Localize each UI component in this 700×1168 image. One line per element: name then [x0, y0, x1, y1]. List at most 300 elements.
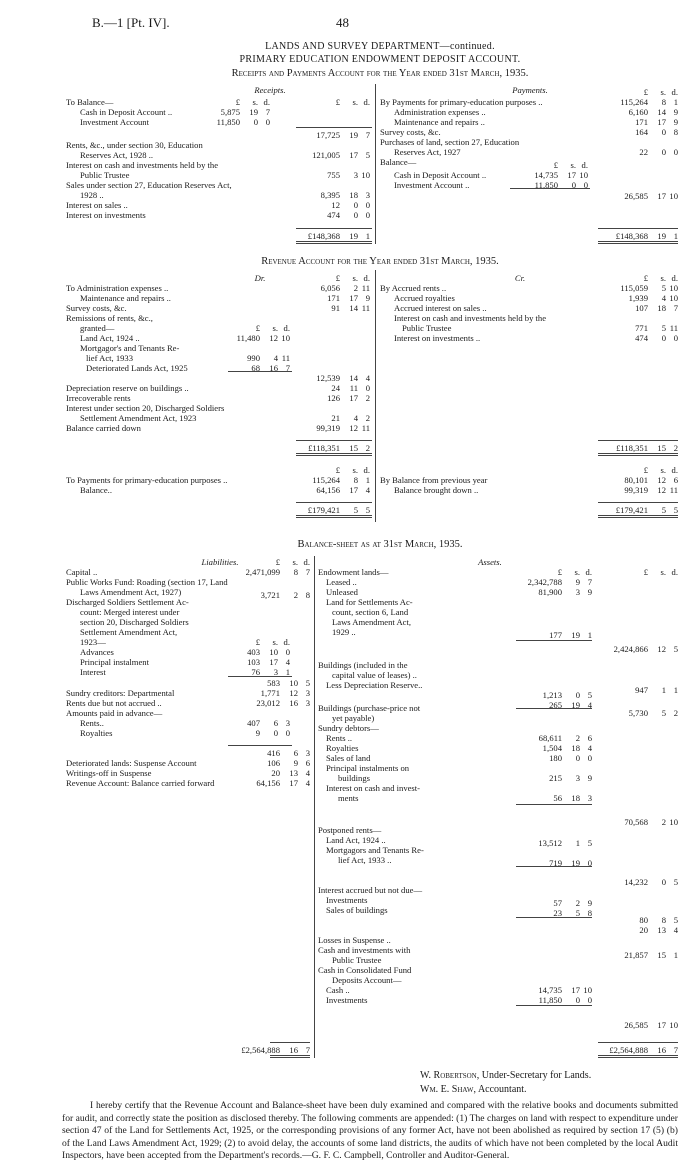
ledger-label: Rents.. — [80, 718, 104, 728]
payments-heading: Payments. — [512, 85, 548, 95]
left-amt-amount-pounds: £148,368 — [307, 231, 340, 241]
ledger-label: Interest on sales .. — [66, 200, 128, 210]
right-amt-amount-shillings: 18 — [657, 303, 666, 313]
left-amt-amount-shillings: 17 — [349, 393, 358, 403]
rule — [296, 440, 372, 441]
ledger-label: Sundry debtors— — [318, 723, 379, 733]
ledger-label: Balance brought down .. — [394, 485, 479, 495]
left-sub-amount-pounds: 9 — [255, 728, 260, 738]
left-amt-amount-shillings: 14 — [349, 373, 358, 383]
right-sub-amount-shillings: 0 — [575, 995, 580, 1005]
right-sub-amount-shillings: 0 — [571, 180, 576, 190]
left-sub-amount-pence: 0 — [285, 728, 290, 738]
ledger-label: Public Trustee — [80, 170, 130, 180]
rule — [516, 866, 592, 867]
left-amt-amount-pounds: 23,012 — [256, 698, 280, 708]
left-amt-amount-pounds: 99,319 — [316, 423, 340, 433]
right-amt-amount-pence: 5 — [673, 644, 678, 654]
ledger-label: Sales under section 27, Education Reserves Act, — [66, 180, 232, 190]
left-amt-amount-shillings: 2 — [293, 590, 298, 600]
left-amt-amount-pence: 5 — [365, 505, 370, 515]
ledger-label: Cash in Deposit Account .. — [80, 107, 173, 117]
right-amt-amount-pence: 0 — [673, 147, 678, 157]
right-amt-amount-pounds: 2,424,866 — [613, 644, 648, 654]
left-amt-amount-pence: 4 — [305, 778, 310, 788]
right-sub-amount-pounds: 215 — [549, 773, 562, 783]
ledger-label: Less Depreciation Reserve.. — [326, 680, 423, 690]
liabilities-heading: Liabilities. — [201, 557, 239, 567]
right-amt-amount-shillings: 5 — [661, 323, 666, 333]
right-sub-amount-shillings: 17 — [567, 170, 576, 180]
right-sub-amount-pounds: 177 — [549, 630, 562, 640]
left-sub-amount-shillings: 19 — [249, 107, 258, 117]
left-amt-amount-pounds: 2,471,099 — [245, 567, 280, 577]
ledger-label: Interest on cash and invest- — [326, 783, 421, 793]
department-title: LANDS AND SURVEY DEPARTMENT—continued. — [265, 41, 495, 52]
right-amt-amount-shillings: 16 — [657, 1045, 666, 1055]
right-sub-amount-pence: 7 — [587, 577, 592, 587]
left-amt-amount-pounds: 171 — [327, 293, 340, 303]
right-amt-amount-shillings: s. — [660, 273, 666, 283]
left-amt-amount-pence: 3 — [305, 748, 310, 758]
left-amt-amount-pence: d. — [363, 97, 370, 107]
rule — [598, 1042, 678, 1043]
rule — [516, 917, 592, 918]
ledger-label: Laws Amendment Act, — [332, 617, 412, 627]
left-amt-amount-shillings: 12 — [349, 423, 358, 433]
left-sub-amount-pounds: 990 — [247, 353, 260, 363]
ledger-label: 1923— — [80, 637, 106, 647]
ledger-label: Public Works Fund: Roading (section 17, Land — [66, 577, 228, 587]
audit-certificate: I hereby certify that the Revenue Account and Balance-sheet have been duly examined and compared with the relative books and documents submitted for audit, and correctly state the position as disclosed thereby. The following comments are appended: (1) The charges on land with respect to expenditure under section 47 of the Land for Settlements Act, 1925, or the corresponding provisions of any former Act, have not been abolished as required by section 17 (5) (b) of the Land Laws Amendment Act, 1929; (2) to avoid delay, the accounts of some land districts, the audits of which have not been completed by the local Audit Inspectors, have been accepted from the Department's records.—G. F. C. Campbell, Controller and Auditor-General. — [62, 1100, 678, 1161]
left-sub-amount-pence: d. — [283, 323, 290, 333]
right-amt-amount-shillings: s. — [660, 87, 666, 97]
right-sub-amount-pence: 9 — [587, 587, 592, 597]
right-amt-amount-shillings: 5 — [661, 283, 666, 293]
ledger-label: Sundry creditors: Departmental — [66, 688, 175, 698]
cr-label: Cr. — [514, 273, 526, 283]
left-sub-amount-pence: 0 — [265, 117, 270, 127]
right-sub-amount-pence: 8 — [587, 908, 592, 918]
left-amt-amount-pounds: 755 — [327, 170, 340, 180]
left-amt-amount-pence: 6 — [305, 758, 310, 768]
right-amt-amount-pence: 1 — [673, 685, 678, 695]
left-amt-amount-shillings: 8 — [293, 567, 298, 577]
right-amt-amount-pence: 7 — [673, 303, 678, 313]
left-amt-amount-pence: 4 — [365, 485, 370, 495]
left-amt-amount-shillings: 12 — [289, 688, 298, 698]
ledger-label: Land for Settlements Ac- — [326, 597, 413, 607]
right-amt-amount-pounds: £ — [643, 273, 648, 283]
right-amt-amount-pence: d. — [671, 567, 678, 577]
right-sub-amount-shillings: 18 — [571, 793, 580, 803]
right-amt-amount-pence: 5 — [673, 877, 678, 887]
right-amt-amount-pence: 5 — [673, 915, 678, 925]
right-amt-amount-pence: 11 — [669, 485, 678, 495]
ledger-label: Revenue Account: Balance carried forward — [66, 778, 215, 788]
right-amt-amount-pounds: 107 — [635, 303, 648, 313]
left-amt-amount-pence: d. — [303, 557, 310, 567]
right-sub-amount-pounds: £ — [557, 567, 562, 577]
left-amt-amount-shillings: 0 — [353, 210, 358, 220]
left-amt-amount-pounds: 1,771 — [260, 688, 280, 698]
right-amt-amount-shillings: 0 — [661, 147, 666, 157]
right-sub-amount-pence: 4 — [587, 743, 592, 753]
right-amt-amount-pence: 10 — [669, 293, 678, 303]
right-amt-amount-pounds: 21,857 — [624, 950, 648, 960]
right-amt-amount-shillings: 17 — [657, 191, 666, 201]
signatory-name: W. Robertson, — [420, 1070, 480, 1081]
rule — [598, 1055, 678, 1058]
right-amt-amount-shillings: s. — [660, 465, 666, 475]
left-sub-amount-pence: 3 — [285, 718, 290, 728]
left-amt-amount-pounds: 64,156 — [316, 485, 340, 495]
ledger-label: Losses in Suspense .. — [318, 935, 391, 945]
signature-robertson — [420, 1070, 591, 1082]
right-amt-amount-pounds: 947 — [635, 685, 648, 695]
right-sub-amount-pounds: 14,735 — [534, 170, 558, 180]
right-amt-amount-shillings: 0 — [661, 877, 666, 887]
right-sub-amount-pence: d. — [581, 160, 588, 170]
ledger-label: Buildings (purchase-price not — [318, 703, 421, 713]
right-sub-amount-shillings: 3 — [575, 773, 580, 783]
right-sub-amount-pounds: 57 — [553, 898, 562, 908]
left-sub-amount-pounds: 11,480 — [236, 333, 260, 343]
right-amt-amount-pence: 5 — [673, 505, 678, 515]
left-amt-amount-pounds: 126 — [327, 393, 340, 403]
right-sub-amount-pounds: 13,512 — [538, 838, 562, 848]
left-amt-amount-pounds: 474 — [327, 210, 340, 220]
left-sub-amount-pounds: £ — [235, 97, 240, 107]
right-amt-amount-shillings: 2 — [661, 817, 666, 827]
right-sub-amount-pounds: £ — [553, 160, 558, 170]
right-amt-amount-shillings: 8 — [661, 915, 666, 925]
ledger-label: Rents .. — [326, 733, 353, 743]
balance-sheet-title: Balance-sheet as at 31st March, 1935. — [297, 539, 463, 550]
left-amt-amount-pence: 2 — [365, 443, 370, 453]
right-amt-amount-shillings: 5 — [661, 708, 666, 718]
revenue-account-title: Revenue Account for the Year ended 31st March, 1935. — [261, 256, 499, 267]
right-amt-amount-pence: d. — [671, 465, 678, 475]
left-amt-amount-pence: 7 — [365, 130, 370, 140]
right-amt-amount-pence: 9 — [673, 117, 678, 127]
ledger-label: Accrued royalties — [394, 293, 455, 303]
left-sub-amount-shillings: 4 — [273, 353, 278, 363]
ledger-label: Public Trustee — [402, 323, 452, 333]
left-sub-amount-pence: 11 — [281, 353, 290, 363]
rule — [516, 1005, 592, 1006]
left-amt-amount-pence: 2 — [365, 413, 370, 423]
page-number: 48 — [336, 15, 349, 30]
left-amt-amount-pence: 9 — [365, 293, 370, 303]
ledger-label: lief Act, 1933 .. — [338, 855, 392, 865]
right-sub-amount-pence: d. — [585, 567, 592, 577]
left-amt-amount-shillings: 3 — [353, 170, 358, 180]
right-amt-amount-pence: 11 — [669, 323, 678, 333]
left-sub-amount-pounds: 5,875 — [220, 107, 240, 117]
rule — [598, 453, 678, 456]
ledger-label: Survey costs, &c. — [66, 303, 127, 313]
right-sub-amount-pounds: 68,611 — [538, 733, 562, 743]
ledger-label: Deposits Account— — [332, 975, 402, 985]
ledger-label: Laws Amendment Act, 1927) — [80, 587, 182, 597]
right-sub-amount-pence: 6 — [587, 733, 592, 743]
signatory-name: Wm. E. Shaw, — [420, 1084, 476, 1095]
right-sub-amount-pounds: 11,850 — [534, 180, 558, 190]
left-amt-amount-pence: 11 — [361, 423, 370, 433]
left-sub-amount-pence: 4 — [285, 657, 290, 667]
left-amt-amount-pence: 5 — [305, 678, 310, 688]
receipts-payments-title: Receipts and Payments Account for the Year ended 31st March, 1935. — [231, 68, 529, 79]
dr-label: Dr. — [254, 273, 266, 283]
ledger-label: Investment Account .. — [394, 180, 470, 190]
left-sub-amount-pounds: £ — [255, 637, 260, 647]
revenue-divider — [375, 270, 376, 522]
left-amt-amount-shillings: 16 — [289, 1045, 298, 1055]
rule — [228, 371, 292, 372]
right-amt-amount-pence: d. — [671, 273, 678, 283]
right-sub-amount-shillings: 3 — [575, 587, 580, 597]
right-amt-amount-shillings: 0 — [661, 333, 666, 343]
ledger-label: count, section 6, Land — [332, 607, 409, 617]
right-amt-amount-shillings: 5 — [661, 505, 666, 515]
left-amt-amount-pence: 10 — [361, 170, 370, 180]
ledger-label: Depreciation reserve on buildings .. — [66, 383, 189, 393]
left-amt-amount-shillings: 4 — [353, 413, 358, 423]
rule — [598, 502, 678, 503]
left-amt-amount-shillings: s. — [352, 465, 358, 475]
right-amt-amount-pounds: 26,585 — [624, 191, 648, 201]
left-amt-amount-shillings: 11 — [349, 383, 358, 393]
left-amt-amount-pounds: 21 — [331, 413, 340, 423]
right-sub-amount-pounds: 56 — [553, 793, 562, 803]
ledger-label: Balance— — [380, 157, 417, 167]
right-sub-amount-shillings: 17 — [571, 985, 580, 995]
right-sub-amount-shillings: 19 — [571, 630, 580, 640]
left-amt-amount-pence: 5 — [365, 150, 370, 160]
ledger-label: Rents, &c., under section 30, Education — [66, 140, 203, 150]
right-amt-amount-pounds: 6,160 — [628, 107, 648, 117]
left-amt-amount-pence: 0 — [365, 383, 370, 393]
ledger-label: count: Merged interest under — [80, 607, 180, 617]
left-sub-amount-pounds: 68 — [251, 363, 260, 373]
right-sub-amount-shillings: 2 — [575, 898, 580, 908]
left-amt-amount-pounds: 64,156 — [256, 778, 280, 788]
right-amt-amount-shillings: 15 — [657, 950, 666, 960]
ledger-label: Maintenance and repairs .. — [80, 293, 171, 303]
left-amt-amount-pounds: £ — [335, 465, 340, 475]
right-amt-amount-pounds: £118,351 — [616, 443, 648, 453]
left-amt-amount-pence: 3 — [305, 698, 310, 708]
ledger-label: Reserves Act, 1928 .. — [80, 150, 154, 160]
right-sub-amount-shillings: s. — [574, 567, 580, 577]
ledger-label: Interest accrued but not due— — [318, 885, 423, 895]
right-sub-amount-pence: 3 — [587, 793, 592, 803]
ledger-label: Leased .. — [326, 577, 357, 587]
ledger-label: Capital .. — [66, 567, 98, 577]
left-sub-amount-shillings: 10 — [269, 647, 278, 657]
right-amt-amount-pounds: 115,264 — [620, 97, 648, 107]
rule — [296, 127, 372, 128]
ledger-label: Interest on investments — [66, 210, 146, 220]
fund-title: PRIMARY EDUCATION ENDOWMENT DEPOSIT ACCOUNT. — [239, 54, 521, 65]
ledger-label: Accrued interest on sales .. — [394, 303, 487, 313]
right-sub-amount-pence: 9 — [587, 898, 592, 908]
right-amt-amount-pounds: 171 — [635, 117, 648, 127]
ledger-label: Balance.. — [80, 485, 112, 495]
ledger-label: Interest — [80, 667, 106, 677]
rule — [598, 228, 678, 229]
rule — [598, 440, 678, 441]
left-amt-amount-pence: 11 — [361, 303, 370, 313]
ledger-label: Rents due but not accrued .. — [66, 698, 162, 708]
ledger-label: Amounts paid in advance— — [66, 708, 163, 718]
left-sub-amount-shillings: s. — [272, 323, 278, 333]
right-amt-amount-pounds: £ — [643, 465, 648, 475]
rule — [296, 453, 372, 456]
ledger-label: Interest on investments .. — [394, 333, 481, 343]
signatory-title: Accountant. — [477, 1084, 527, 1095]
left-amt-amount-pounds: 6,056 — [320, 283, 340, 293]
ledger-label: Cash in Deposit Account .. — [394, 170, 487, 180]
left-amt-amount-pounds: £ — [335, 273, 340, 283]
right-amt-amount-pounds: 22 — [639, 147, 648, 157]
right-amt-amount-shillings: 19 — [657, 231, 666, 241]
right-amt-amount-pence: d. — [671, 87, 678, 97]
left-sub-amount-shillings: s. — [272, 637, 278, 647]
right-sub-amount-shillings: 1 — [575, 838, 580, 848]
rule — [296, 228, 372, 229]
ledger-label: Sales of land — [326, 753, 371, 763]
right-amt-amount-pence: 7 — [673, 1045, 678, 1055]
left-amt-amount-pence: 7 — [305, 1045, 310, 1055]
ledger-label: Settlement Amendment Act, — [80, 627, 178, 637]
right-sub-amount-pence: 0 — [587, 753, 592, 763]
left-sub-amount-shillings: 6 — [273, 718, 278, 728]
ledger-label: To Balance— — [66, 97, 114, 107]
ledger-label: ments — [338, 793, 359, 803]
right-amt-amount-shillings: 15 — [657, 443, 666, 453]
ledger-label: Interest under section 20, Discharged Soldiers — [66, 403, 225, 413]
ledger-label: yet payable) — [332, 713, 375, 723]
right-amt-amount-pounds: 771 — [635, 323, 648, 333]
ledger-label: Cash and investments with — [318, 945, 411, 955]
ledger-label: Maintenance and repairs .. — [394, 117, 485, 127]
left-amt-amount-pounds: 121,005 — [312, 150, 340, 160]
left-amt-amount-shillings: 13 — [289, 768, 298, 778]
ledger-label: Principal instalment — [80, 657, 149, 667]
left-amt-amount-shillings: 17 — [349, 293, 358, 303]
ledger-label: Land Act, 1924 .. — [326, 835, 386, 845]
balance-sheet-divider — [314, 556, 315, 1058]
rule — [296, 515, 372, 518]
ledger-label: lief Act, 1933 — [86, 353, 134, 363]
right-sub-amount-pounds: 180 — [549, 753, 562, 763]
right-sub-amount-shillings: 0 — [575, 690, 580, 700]
right-amt-amount-pence: 0 — [673, 333, 678, 343]
right-sub-amount-pounds: 11,850 — [538, 995, 562, 1005]
left-amt-amount-pounds: 3,721 — [260, 590, 280, 600]
right-amt-amount-shillings: 0 — [661, 127, 666, 137]
left-sub-amount-shillings: 0 — [273, 728, 278, 738]
left-amt-amount-shillings: 8 — [353, 475, 358, 485]
signature-shaw — [420, 1084, 527, 1096]
left-amt-amount-shillings: s. — [352, 97, 358, 107]
ledger-label: 1929 .. — [332, 627, 356, 637]
ledger-label: Settlement Amendment Act, 1923 — [80, 413, 197, 423]
right-amt-amount-pence: 10 — [669, 1020, 678, 1030]
signatory-title: Under-Secretary for Lands. — [481, 1070, 592, 1081]
right-amt-amount-pence: 8 — [673, 127, 678, 137]
right-amt-amount-pounds: £148,368 — [615, 231, 648, 241]
left-amt-amount-pounds: £118,351 — [308, 443, 340, 453]
right-amt-amount-pounds: 1,939 — [628, 293, 648, 303]
ledger-label: Discharged Soldiers Settlement Ac- — [66, 597, 189, 607]
left-sub-amount-shillings: 3 — [273, 667, 278, 677]
right-sub-amount-pence: 0 — [583, 180, 588, 190]
right-amt-amount-pence: 10 — [669, 817, 678, 827]
rule — [296, 502, 372, 503]
left-sub-amount-pence: 7 — [265, 107, 270, 117]
left-amt-amount-shillings: 14 — [349, 303, 358, 313]
left-amt-amount-shillings: 17 — [349, 485, 358, 495]
ledger-label: Remissions of rents, &c., — [66, 313, 153, 323]
right-amt-amount-pounds: £ — [643, 87, 648, 97]
right-amt-amount-pounds: 99,319 — [624, 485, 648, 495]
left-amt-amount-pence: 1 — [365, 231, 370, 241]
right-amt-amount-pounds: £2,564,888 — [609, 1045, 648, 1055]
ledger-label: Investments — [326, 895, 368, 905]
left-amt-amount-pounds: 12 — [331, 200, 340, 210]
left-amt-amount-pence: 8 — [305, 590, 310, 600]
ledger-label: Cash in Consolidated Fund — [318, 965, 412, 975]
right-sub-amount-pence: 4 — [587, 700, 592, 710]
right-amt-amount-shillings: 1 — [661, 685, 666, 695]
left-sub-amount-shillings: 0 — [253, 117, 258, 127]
left-sub-amount-pence: d. — [263, 97, 270, 107]
right-amt-amount-pence: 10 — [669, 191, 678, 201]
right-sub-amount-pence: 5 — [587, 838, 592, 848]
left-amt-amount-pence: 3 — [365, 190, 370, 200]
right-amt-amount-pounds: 26,585 — [624, 1020, 648, 1030]
ledger-label: Writings-off in Suspense — [66, 768, 152, 778]
rp-divider — [375, 84, 376, 244]
left-amt-amount-pounds: 17,725 — [316, 130, 340, 140]
right-sub-amount-pence: 5 — [587, 690, 592, 700]
ledger-label: By Balance from previous year — [380, 475, 488, 485]
rule — [270, 1055, 310, 1058]
left-sub-amount-pence: 7 — [285, 363, 290, 373]
left-amt-amount-shillings: 2 — [353, 283, 358, 293]
left-sub-amount-shillings: 12 — [269, 333, 278, 343]
right-amt-amount-pounds: 14,232 — [624, 877, 648, 887]
left-amt-amount-pence: 0 — [365, 210, 370, 220]
right-amt-amount-pence: 4 — [673, 925, 678, 935]
right-amt-amount-pounds: £179,421 — [615, 505, 648, 515]
right-sub-amount-shillings: 5 — [575, 908, 580, 918]
ledger-label: buildings — [338, 773, 370, 783]
ledger-label: Postponed rents— — [318, 825, 382, 835]
right-sub-amount-shillings: 2 — [575, 733, 580, 743]
ledger-label: To Administration expenses .. — [66, 283, 169, 293]
ledger-label: Cash .. — [326, 985, 350, 995]
left-amt-amount-pounds: 8,395 — [320, 190, 340, 200]
left-amt-amount-pence: 2 — [365, 393, 370, 403]
left-sub-amount-pounds: £ — [255, 323, 260, 333]
left-sub-amount-shillings: s. — [252, 97, 258, 107]
right-sub-amount-pounds: 719 — [549, 858, 562, 868]
right-amt-amount-shillings: 4 — [661, 293, 666, 303]
